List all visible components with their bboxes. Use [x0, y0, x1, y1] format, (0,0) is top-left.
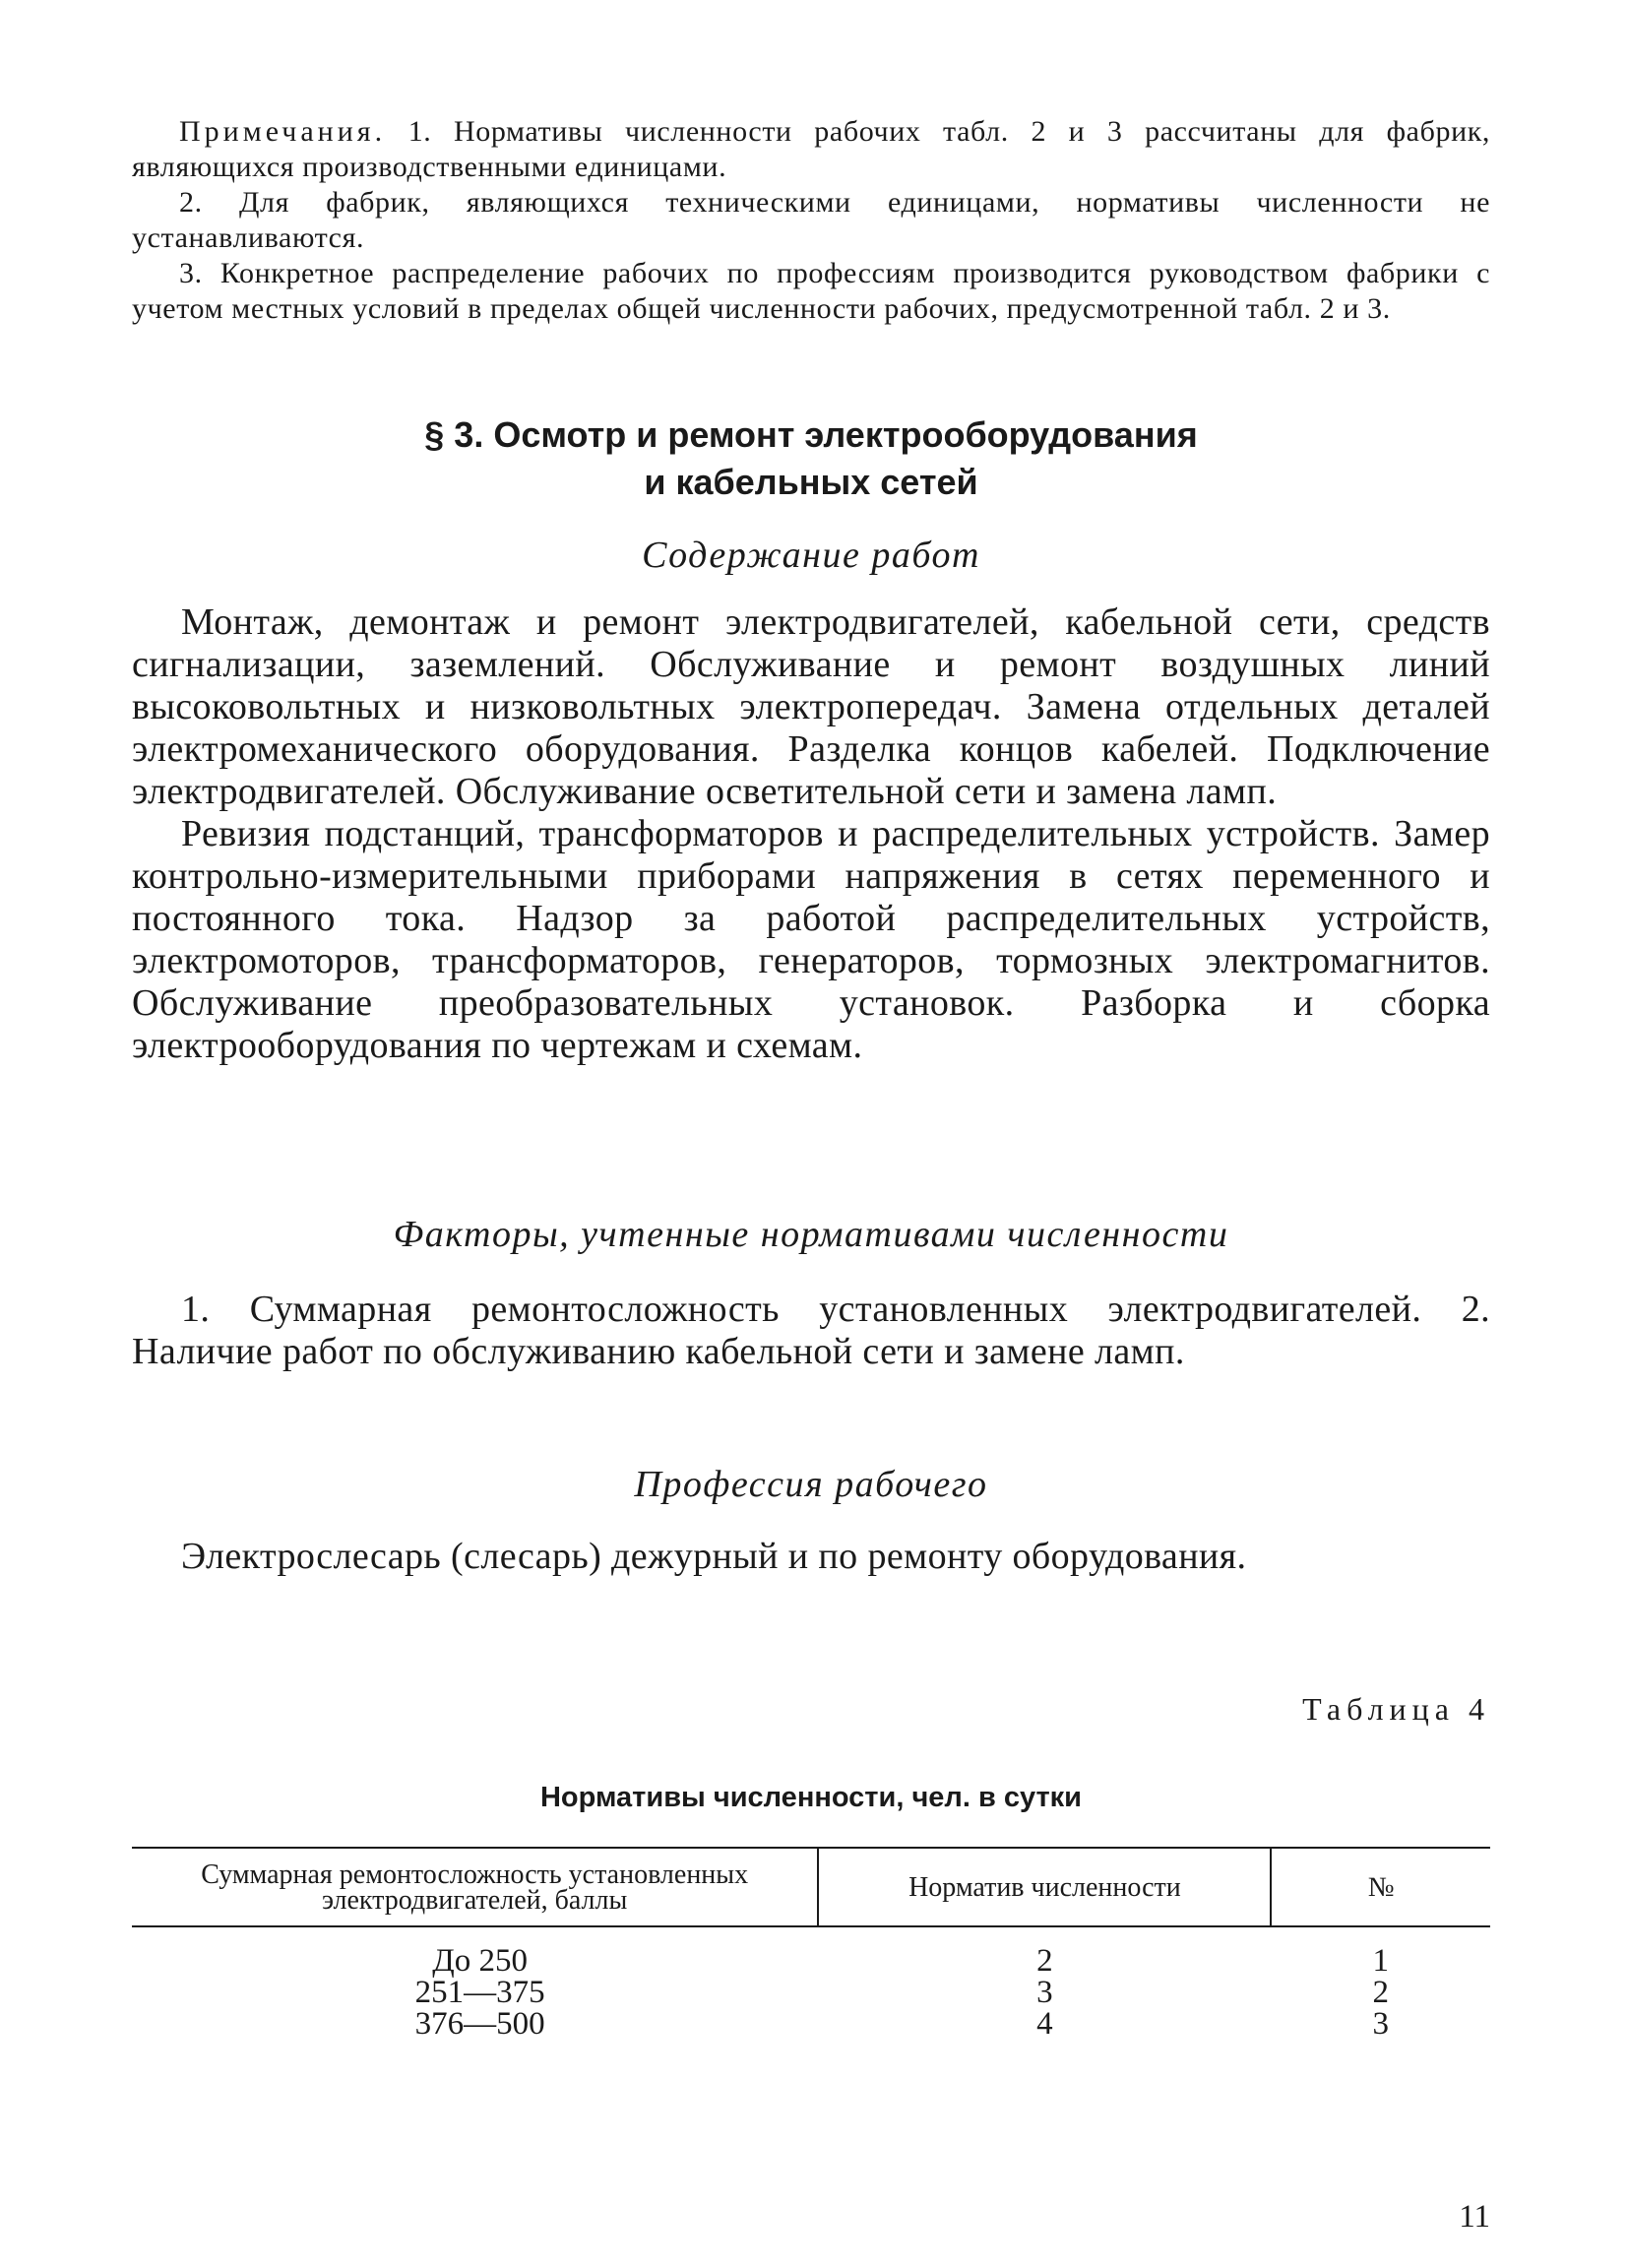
- content-paragraph-2: Ревизия подстанций, трансформаторов и распределительных устройств. Замер контрольно-измерительными приборами напряжения в сетях переменного и постоянного тока. Надзор за работой распределительных устройств, электромоторов, трансформаторов, генераторов, тормозных электромагнитов. Обслуживание преобразовательных установок. Разборка и сборка электрооборудования по чертежам и схемам.: [132, 813, 1490, 1066]
- table-row: [132, 1926, 1490, 1977]
- cell-norm: 4: [1036, 2006, 1053, 2042]
- notes-label: Примечания.: [179, 115, 387, 148]
- note-1-text: 1. Нормативы численности рабочих табл. 2 и 3 рассчитаны для фабрик, являющихся производственными единицами.: [132, 115, 1490, 183]
- cell-number: 3: [1372, 2006, 1389, 2042]
- factors-heading: Факторы, учтенные нормативами численности: [393, 1214, 1229, 1255]
- profession-paragraph: Электрослесарь (слесарь) дежурный и по ремонту оборудования.: [181, 1536, 1247, 1577]
- cell-range: До 250: [432, 1943, 529, 1979]
- cell-number: 1: [1372, 1943, 1389, 1979]
- note-2: 2. Для фабрик, являющихся техническими единицами, нормативы численности не устанавливаются.: [132, 186, 1490, 254]
- cell-norm: 3: [1036, 1975, 1053, 2010]
- profession-heading: Профессия рабочего: [634, 1464, 988, 1505]
- cell-number: 2: [1372, 1975, 1389, 2010]
- content-paragraph-1: Монтаж, демонтаж и ремонт электродвигателей, кабельной сети, средств сигнализации, заземлений. Обслуживание и ремонт воздушных линий высоковольтных и низковольтных электропередач. Замена отдельных деталей электромеханического оборудования. Разделка концов кабелей. Подключение электродвигателей. Обслуживание осветительной сети и замена ламп.: [132, 601, 1490, 812]
- factors-paragraph: 1. Суммарная ремонтосложность установленных электродвигателей. 2. Наличие работ по обслуживанию кабельной сети и замене ламп.: [132, 1289, 1490, 1372]
- page-number: 11: [1459, 2199, 1490, 2235]
- header-number: №: [1367, 1872, 1395, 1903]
- note-1: [132, 114, 1490, 185]
- cell-range: 376—500: [414, 2006, 545, 2042]
- notes-block: [132, 114, 1490, 327]
- table-title: Нормативы численности, чел. в сутки: [539, 1782, 1082, 1813]
- cell-range: 251—375: [414, 1975, 545, 2010]
- factors-body: [132, 1289, 1490, 1373]
- section-title-line-2: и кабельных сетей: [644, 462, 978, 502]
- note-3: 3. Конкретное распределение рабочих по профессиям производится руководством фабрики с учетом местных условий в пределах общей численности рабочих, предусмотренной табл. 2 и 3.: [132, 257, 1490, 325]
- table-header-row: [132, 1848, 1490, 1926]
- content-body: [132, 601, 1490, 1067]
- norms-table: [132, 1847, 1490, 2040]
- table-row: [132, 2008, 1490, 2040]
- section-title: [132, 411, 1490, 506]
- table-label: Таблица 4: [1302, 1691, 1490, 1727]
- cell-norm: 2: [1036, 1943, 1053, 1979]
- header-repair-complexity: Суммарная ремонтосложность установленных электродвигателей, баллы: [132, 1848, 818, 1926]
- header-staffing-norm: Норматив численности: [818, 1848, 1271, 1926]
- table-row: [132, 1977, 1490, 2008]
- profession-body: [132, 1536, 1490, 1578]
- section-title-line-1: § 3. Осмотр и ремонт электрооборудования: [424, 414, 1198, 455]
- content-heading: Содержание работ: [642, 535, 980, 576]
